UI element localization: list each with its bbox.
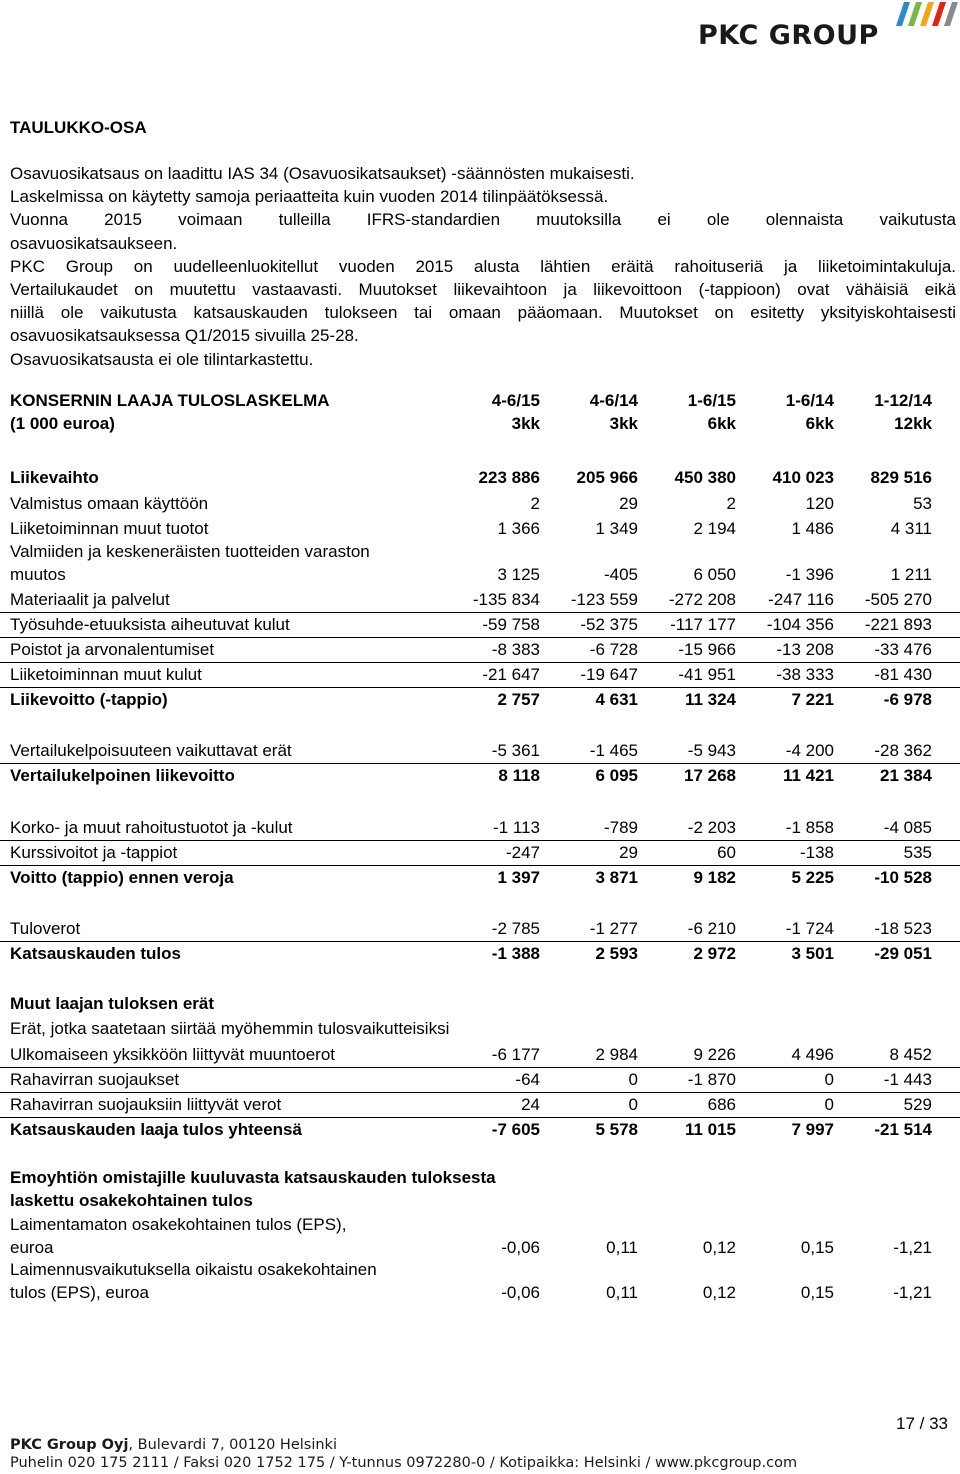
row-label: Laimennusvaikutuksella oikaistu osakekohtainen xyxy=(10,1260,377,1279)
table-row xyxy=(0,1093,960,1118)
table-row xyxy=(0,492,960,516)
table-cell: 4 311 xyxy=(890,519,932,538)
table-cell: 1 349 xyxy=(595,519,638,538)
table-row xyxy=(0,540,960,587)
table-cell: -8 383 xyxy=(491,640,540,659)
intro-line: Osavuosikatsausta ei ole tilintarkastettu. xyxy=(10,349,314,369)
table-row xyxy=(0,588,960,613)
table-cell: -29 051 xyxy=(874,944,932,963)
column-period: 1-6/15 xyxy=(687,391,736,410)
row-label: Liiketoiminnan muut kulut xyxy=(10,665,202,684)
row-label: Voitto (tappio) ennen veroja xyxy=(10,868,234,887)
table-cell: 7 997 xyxy=(791,1120,834,1139)
row-label: Liikevaihto xyxy=(10,468,99,487)
table-cell: 2 xyxy=(530,494,540,513)
table-cell: -1 277 xyxy=(589,919,638,938)
row-label: Materiaalit ja palvelut xyxy=(10,590,170,609)
table-cell: -2 785 xyxy=(491,919,540,938)
row-label: Katsauskauden laaja tulos yhteensä xyxy=(10,1120,302,1139)
table-cell: -6 978 xyxy=(883,690,932,709)
table-row xyxy=(0,688,960,712)
row-label: Työsuhde-etuuksista aiheutuvat kulut xyxy=(10,615,290,634)
table-cell: 21 384 xyxy=(880,766,932,785)
row-label: Rahavirran suojauksiin liittyvät verot xyxy=(10,1095,282,1114)
table-cell: 1 366 xyxy=(497,519,540,538)
table-row xyxy=(0,638,960,663)
table-cell: 0 xyxy=(628,1095,638,1114)
column-period: 4-6/15 xyxy=(491,391,540,410)
table-cell: 0,12 xyxy=(702,1283,736,1302)
table-row xyxy=(0,942,960,966)
table-cell: -0,06 xyxy=(501,1238,540,1257)
table-row xyxy=(0,613,960,638)
intro-line: Laskelmissa on käytetty samoja periaatteita kuin vuoden 2014 tilinpäätöksessä. xyxy=(10,187,609,207)
table-cell: -135 834 xyxy=(472,590,540,609)
logo-stripes-icon xyxy=(894,2,958,26)
table-cell: 3 871 xyxy=(595,868,638,887)
row-label: Laimentamaton osakekohtainen tulos (EPS), xyxy=(10,1215,347,1234)
table-cell: 29 xyxy=(619,843,638,862)
row-label: Katsauskauden tulos xyxy=(10,944,181,963)
table-cell: -221 893 xyxy=(864,615,932,634)
table-cell: -405 xyxy=(603,565,638,584)
table-row xyxy=(0,1258,960,1305)
row-label: Poistot ja arvonalentumiset xyxy=(10,640,215,659)
table-cell: 5 578 xyxy=(595,1120,638,1139)
table-cell: 0 xyxy=(824,1095,834,1114)
intro-line: osavuosikatsauksessa Q1/2015 sivuilla 25-28. xyxy=(10,326,359,346)
table-cell: 1 211 xyxy=(890,565,932,584)
table-cell: 60 xyxy=(717,843,736,862)
table-cell: 3 501 xyxy=(791,944,834,963)
table-cell: -19 647 xyxy=(580,665,638,684)
table-cell: -52 375 xyxy=(580,615,638,634)
table-cell: -123 559 xyxy=(570,590,638,609)
table-cell: 0,12 xyxy=(702,1238,736,1257)
column-length: 3kk xyxy=(609,414,638,433)
table-cell: 7 221 xyxy=(791,690,834,709)
row-label: Liiketoiminnan muut tuotot xyxy=(10,519,209,538)
table-cell: 53 xyxy=(913,494,932,513)
table-cell: -59 758 xyxy=(482,615,540,634)
table-cell: -247 116 xyxy=(768,590,834,609)
row-label: Vertailukelpoisuuteen vaikuttavat erät xyxy=(10,741,292,760)
table-cell: -272 208 xyxy=(668,590,736,609)
table-cell: -1 870 xyxy=(687,1070,736,1089)
table-cell: -117 177 xyxy=(670,615,736,634)
table-cell: 17 268 xyxy=(684,766,736,785)
row-label: Valmiiden ja keskeneräisten tuotteiden varaston xyxy=(10,542,370,561)
table-row xyxy=(0,1068,960,1093)
page-number: 17 / 33 xyxy=(896,1414,948,1433)
table-cell: -5 943 xyxy=(687,741,736,760)
table-cell: 11 015 xyxy=(684,1120,736,1139)
table-cell: 2 984 xyxy=(595,1045,638,1064)
table-cell: 1 397 xyxy=(497,868,540,887)
table-cell: 205 966 xyxy=(576,468,638,487)
table-cell: -1 724 xyxy=(785,919,834,938)
table-row xyxy=(0,1043,960,1068)
table-cell: -81 430 xyxy=(874,665,932,684)
table-cell: -5 361 xyxy=(491,741,540,760)
table-cell: 4 496 xyxy=(791,1045,834,1064)
table-cell: -104 356 xyxy=(766,615,834,634)
table-cell: 686 xyxy=(707,1095,736,1114)
table-cell: 410 023 xyxy=(772,468,834,487)
row-label: Kurssivoitot ja -tappiot xyxy=(10,843,178,862)
table-cell: -10 528 xyxy=(874,868,932,887)
table-cell: 2 972 xyxy=(693,944,736,963)
table-cell: -18 523 xyxy=(874,919,932,938)
table-cell: -2 203 xyxy=(687,818,736,837)
table-cell: -7 605 xyxy=(491,1120,540,1139)
table-cell: -64 xyxy=(515,1070,540,1089)
section-heading: Muut laajan tuloksen erät xyxy=(10,994,215,1013)
company-logo xyxy=(698,2,958,52)
table-cell: 8 452 xyxy=(889,1045,932,1064)
table-cell: 535 xyxy=(903,843,932,862)
table-cell: 2 593 xyxy=(595,944,638,963)
table-row xyxy=(0,663,960,688)
table-cell: 223 886 xyxy=(478,468,540,487)
table-cell: -33 476 xyxy=(874,640,932,659)
table-cell: 2 xyxy=(726,494,736,513)
table-title: KONSERNIN LAAJA TULOSLASKELMA xyxy=(10,391,330,410)
table-cell: 5 225 xyxy=(791,868,834,887)
table-cell: 6 095 xyxy=(595,766,638,785)
table-cell: -789 xyxy=(603,818,638,837)
table-cell: -13 208 xyxy=(776,640,834,659)
row-label-continued: tulos (EPS), euroa xyxy=(10,1283,149,1302)
column-length: 6kk xyxy=(805,414,834,433)
table-header xyxy=(0,389,960,437)
table-row xyxy=(0,917,960,942)
table-cell: 8 118 xyxy=(498,766,540,785)
intro-line: Vertailukaudet on muutettu vastaavasti. Muutokset liikevaihtoon ja liikevoittoon (-tappioon) ovat vähäisiä eikä xyxy=(10,280,956,300)
table-cell: -4 085 xyxy=(883,818,932,837)
row-label: Valmistus omaan käyttöön xyxy=(10,494,209,513)
table-row xyxy=(0,866,960,890)
table-cell: -1 465 xyxy=(589,741,638,760)
intro-line: niillä ole vaikutusta katsauskauden tulokseen tai omaan pääomaan. Muutokset on esitetty yksityiskohtaisesti xyxy=(10,303,956,323)
table-row xyxy=(0,1213,960,1260)
table-row xyxy=(0,816,960,841)
table-cell: 0,11 xyxy=(606,1238,638,1257)
table-unit: (1 000 euroa) xyxy=(10,414,115,433)
table-cell: 0,15 xyxy=(800,1238,834,1257)
table-cell: 6 050 xyxy=(693,565,736,584)
table-cell: 29 xyxy=(619,494,638,513)
intro-text xyxy=(10,162,956,371)
intro-line: PKC Group on uudelleenluokitellut vuoden 2015 alusta lähtien eräitä rahoituseriä ja liiketoimintakuluja. xyxy=(10,256,956,276)
section-heading: Emoyhtiön omistajille kuuluvasta katsauskauden tuloksesta xyxy=(10,1168,496,1187)
logo-text: PKC GROUP xyxy=(698,20,879,51)
table-cell: 0 xyxy=(824,1070,834,1089)
table-cell: -21 514 xyxy=(874,1120,932,1139)
row-label-continued: muutos xyxy=(10,565,66,584)
table-cell: -1 396 xyxy=(785,565,834,584)
column-length: 12kk xyxy=(894,414,932,433)
table-cell: 1 486 xyxy=(791,519,834,538)
table-cell: -6 177 xyxy=(491,1045,540,1064)
row-label: Tuloverot xyxy=(10,919,81,938)
table-cell: -6 728 xyxy=(589,640,638,659)
table-row xyxy=(0,764,960,788)
table-row xyxy=(0,466,960,490)
table-row xyxy=(0,1118,960,1142)
row-label-continued: euroa xyxy=(10,1238,54,1257)
row-label: Korko- ja muut rahoitustuotot ja -kulut xyxy=(10,818,293,837)
table-row xyxy=(0,517,960,541)
table-cell: 4 631 xyxy=(595,690,638,709)
table-cell: 11 324 xyxy=(684,690,736,709)
section-heading: laskettu osakekohtainen tulos xyxy=(10,1191,253,1210)
column-length: 6kk xyxy=(707,414,736,433)
section-subheading: Erät, jotka saatetaan siirtää myöhemmin tulosvaikutteisiksi xyxy=(10,1019,450,1038)
table-cell: 0 xyxy=(628,1070,638,1089)
table-cell: 9 226 xyxy=(693,1045,736,1064)
table-cell: -38 333 xyxy=(776,665,834,684)
intro-line: Vuonna 2015 voimaan tulleilla IFRS-standardien muutoksilla ei ole olennaista vaikutusta xyxy=(10,210,956,230)
table-cell: 120 xyxy=(805,494,834,513)
table-cell: -28 362 xyxy=(874,741,932,760)
footer-address: , Bulevardi 7, 00120 Helsinki xyxy=(128,1437,337,1453)
table-row xyxy=(0,841,960,866)
footer xyxy=(10,1436,797,1472)
intro-line: osavuosikatsaukseen. xyxy=(10,233,178,253)
footer-contact: Puhelin 020 175 2111 / Faksi 020 1752 175 / Y-tunnus 0972280-0 / Kotipaikka: Helsinki / www.pkcgroup.com xyxy=(10,1455,798,1471)
table-cell: -1 113 xyxy=(493,818,540,837)
row-label: Rahavirran suojaukset xyxy=(10,1070,180,1089)
column-period: 1-6/14 xyxy=(785,391,834,410)
table-cell: -505 270 xyxy=(864,590,932,609)
table-cell: -1,21 xyxy=(893,1283,932,1302)
table-cell: 0,15 xyxy=(800,1283,834,1302)
column-period: 1-12/14 xyxy=(874,391,932,410)
table-cell: -1 388 xyxy=(491,944,540,963)
footer-company: PKC Group Oyj xyxy=(10,1437,129,1453)
table-cell: -138 xyxy=(799,843,834,862)
page-title: TAULUKKO-OSA xyxy=(10,118,147,137)
table-cell: 529 xyxy=(903,1095,932,1114)
table-cell: -0,06 xyxy=(501,1283,540,1302)
table-cell: 450 380 xyxy=(674,468,736,487)
intro-line: Osavuosikatsaus on laadittu IAS 34 (Osavuosikatsaukset) -säännösten mukaisesti. xyxy=(10,164,635,183)
table-cell: 2 194 xyxy=(693,519,736,538)
table-cell: 11 421 xyxy=(782,766,834,785)
table-cell: 3 125 xyxy=(497,565,540,584)
row-label: Liikevoitto (-tappio) xyxy=(10,690,168,709)
table-cell: -247 xyxy=(505,843,540,862)
table-cell: -6 210 xyxy=(687,919,736,938)
table-cell: -41 951 xyxy=(678,665,736,684)
table-cell: 829 516 xyxy=(870,468,932,487)
table-cell: 2 757 xyxy=(497,690,540,709)
table-cell: -21 647 xyxy=(482,665,540,684)
table-cell: 24 xyxy=(521,1095,540,1114)
row-label: Ulkomaiseen yksikköön liittyvät muuntoerot xyxy=(10,1045,336,1064)
column-length: 3kk xyxy=(511,414,540,433)
table-cell: -15 966 xyxy=(678,640,736,659)
table-cell: -4 200 xyxy=(785,741,834,760)
table-cell: 0,11 xyxy=(606,1283,638,1302)
column-period: 4-6/14 xyxy=(589,391,638,410)
table-cell: -1 858 xyxy=(785,818,834,837)
table-row xyxy=(0,739,960,764)
table-cell: 9 182 xyxy=(693,868,736,887)
table-cell: -1 443 xyxy=(883,1070,932,1089)
row-label: Vertailukelpoinen liikevoitto xyxy=(10,766,235,785)
table-cell: -1,21 xyxy=(893,1238,932,1257)
